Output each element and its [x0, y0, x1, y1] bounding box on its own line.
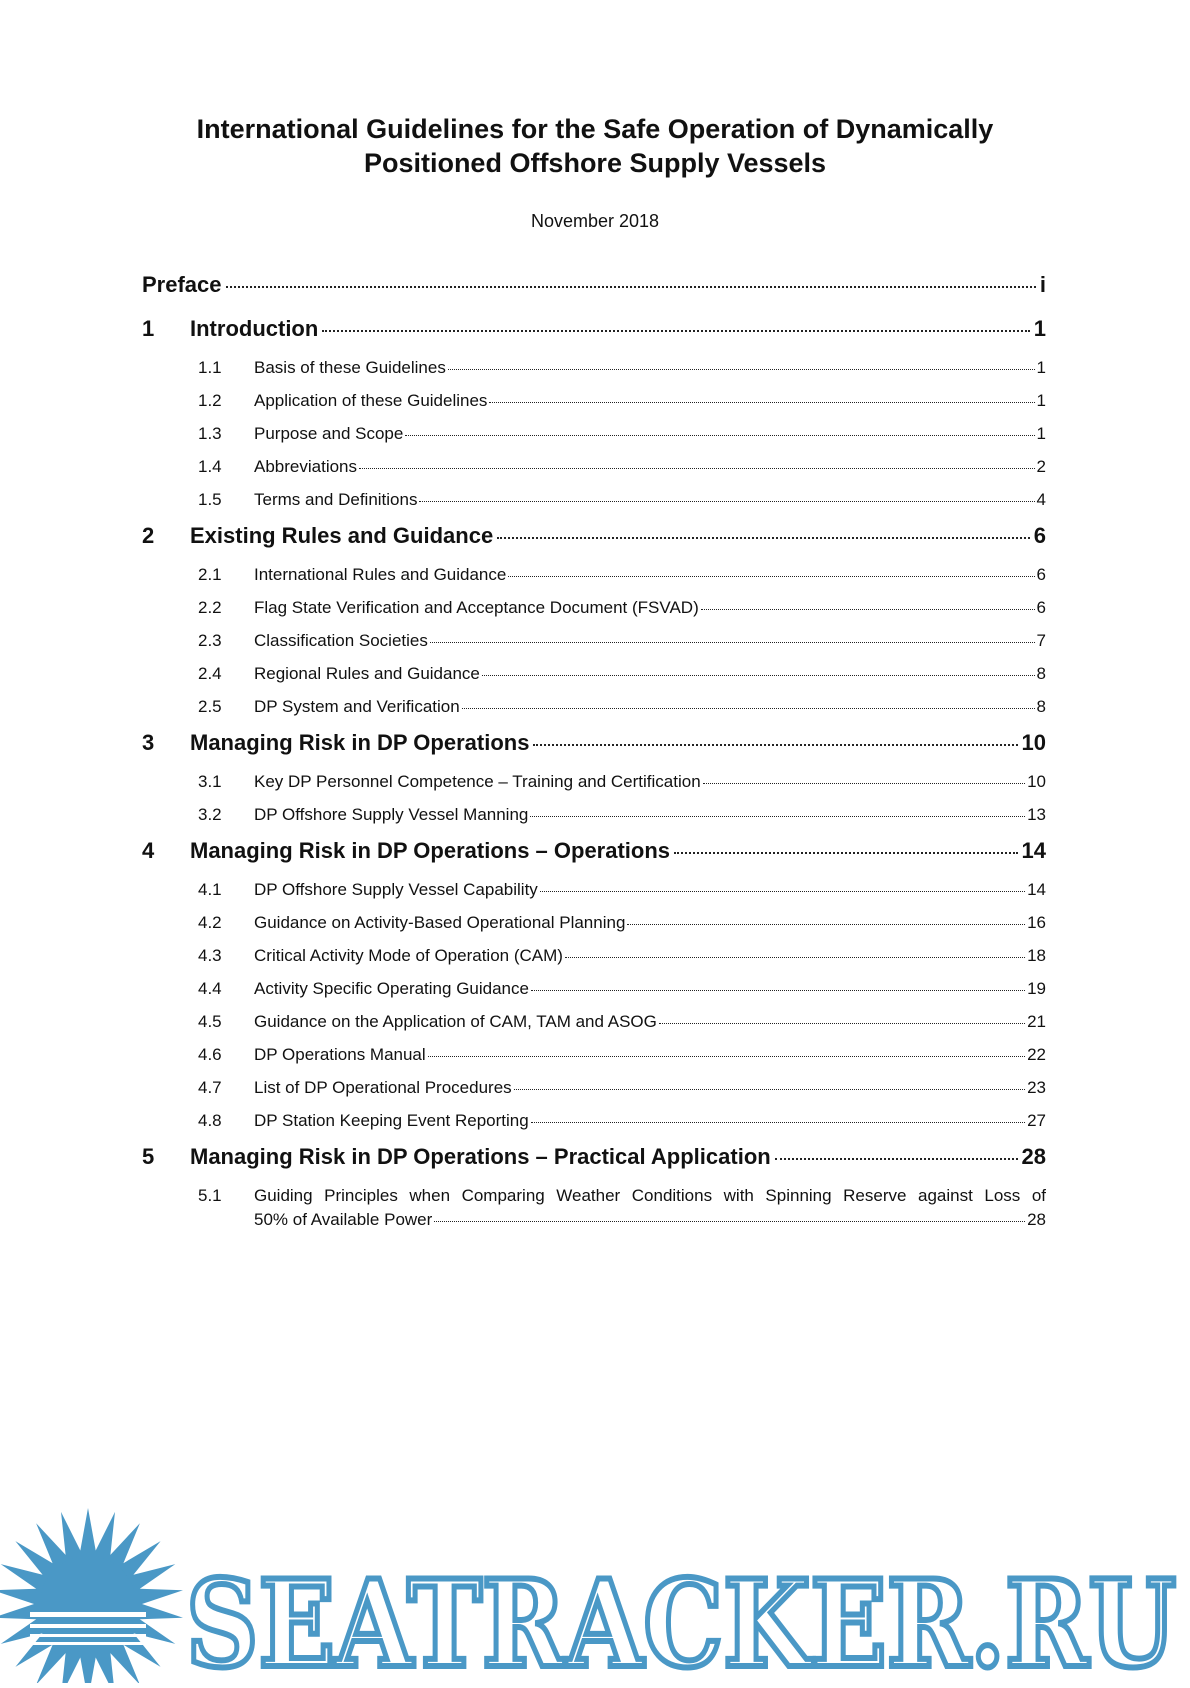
toc-section[interactable] — [142, 913, 1046, 946]
toc-section-number: 4.8 — [198, 1111, 222, 1130]
toc-preface-page: i — [1039, 272, 1046, 297]
toc-chapter-number: 2 — [142, 523, 155, 548]
toc-leader-dots — [497, 537, 1030, 539]
toc-leader-dots — [489, 402, 1034, 403]
toc-chapter-page: 14 — [1021, 838, 1046, 863]
toc-section-label: List of DP Operational Procedures — [254, 1078, 512, 1097]
toc-section-label: Classification Societies — [254, 631, 428, 650]
toc-section-label: International Rules and Guidance — [254, 565, 507, 584]
toc-leader-dots — [434, 1221, 1025, 1222]
toc-chapter[interactable] — [142, 838, 1046, 880]
watermark-logo — [0, 1500, 1190, 1683]
toc-section-page: 16 — [1027, 913, 1046, 932]
watermark-text: SEATRACKER.RU — [186, 1554, 1176, 1683]
toc-section-page: 6 — [1036, 565, 1046, 584]
toc-section-label: Application of these Guidelines — [254, 391, 488, 410]
toc-chapter[interactable] — [142, 1144, 1046, 1186]
toc-section[interactable] — [142, 391, 1046, 424]
toc-section-page: 21 — [1027, 1012, 1046, 1031]
toc-section-page: 8 — [1036, 697, 1046, 716]
toc-leader-dots — [703, 783, 1025, 784]
watermark-svg — [0, 1500, 1190, 1683]
toc-leader-dots — [448, 369, 1035, 370]
toc-leader-dots — [531, 990, 1025, 991]
toc-section-label: Terms and Definitions — [254, 490, 418, 509]
toc-section[interactable] — [142, 631, 1046, 664]
toc-section-label: Guidance on the Application of CAM, TAM and ASOG — [254, 1012, 657, 1031]
toc-section[interactable] — [142, 1186, 1046, 1230]
toc-section-number: 3.2 — [198, 805, 222, 824]
toc-section-number: 1.5 — [198, 490, 222, 509]
toc-chapter-page: 28 — [1021, 1144, 1046, 1169]
toc-section-number: 4.6 — [198, 1045, 222, 1064]
toc-leader-dots — [508, 576, 1034, 577]
toc-section-number: 3.1 — [198, 772, 222, 791]
toc-section-number: 1.4 — [198, 457, 222, 476]
toc-leader-dots — [674, 852, 1017, 854]
toc-section-page: 6 — [1036, 598, 1046, 617]
sun-icon — [0, 1508, 183, 1683]
toc-chapter-label: Existing Rules and Guidance — [190, 523, 494, 548]
toc-section-label: Critical Activity Mode of Operation (CAM) — [254, 946, 563, 965]
toc-leader-dots — [565, 957, 1025, 958]
toc-leader-dots — [530, 816, 1025, 817]
toc-chapter-label: Managing Risk in DP Operations – Operations — [190, 838, 671, 863]
toc-preface-label: Preface — [142, 272, 222, 297]
toc-section-label: Flag State Verification and Acceptance Document (FSVAD) — [254, 598, 699, 617]
toc-leader-dots — [659, 1023, 1025, 1024]
toc-section[interactable] — [142, 805, 1046, 838]
title-line-1: International Guidelines for the Safe Operation of Dynamically — [196, 114, 994, 144]
toc-chapter-page: 10 — [1021, 730, 1046, 755]
toc-chapter-number: 3 — [142, 730, 155, 755]
toc-section-label: DP Offshore Supply Vessel Manning — [254, 805, 529, 824]
toc-section[interactable] — [142, 565, 1046, 598]
toc-section-page: 10 — [1027, 772, 1046, 791]
toc-section-page: 23 — [1027, 1078, 1046, 1097]
toc-section[interactable] — [142, 1111, 1046, 1144]
toc-chapter-label: Introduction — [190, 316, 319, 341]
toc-leader-dots — [531, 1122, 1025, 1123]
toc-leader-dots — [701, 609, 1035, 610]
toc-section-page: 13 — [1027, 805, 1046, 824]
toc-section-number: 4.5 — [198, 1012, 222, 1031]
toc-section-page: 7 — [1036, 631, 1046, 650]
toc-section[interactable] — [142, 1078, 1046, 1111]
toc-section-number: 5.1 — [198, 1186, 222, 1205]
toc-chapter-page: 6 — [1033, 523, 1046, 548]
toc-section[interactable] — [142, 358, 1046, 391]
toc-leader-dots — [514, 1089, 1025, 1090]
toc-section[interactable] — [142, 490, 1046, 523]
toc-section-number: 2.4 — [198, 664, 222, 683]
toc-section-page: 8 — [1036, 664, 1046, 683]
toc-section-number: 1.3 — [198, 424, 222, 443]
toc-section-label: Activity Specific Operating Guidance — [254, 979, 529, 998]
toc-section-number: 2.1 — [198, 565, 222, 584]
toc-section[interactable] — [142, 664, 1046, 697]
toc-section-page: 1 — [1036, 424, 1046, 443]
toc-section-label: Guidance on Activity-Based Operational Planning — [254, 913, 626, 932]
toc-section-label-line-1: Guiding Principles when Comparing Weather Conditions with Spinning Reserve against Loss of — [254, 1186, 1046, 1205]
toc-section[interactable] — [142, 1045, 1046, 1078]
toc-leader-dots — [430, 642, 1035, 643]
toc-chapter-label: Managing Risk in DP Operations – Practical Application — [190, 1144, 771, 1169]
toc-section-number: 4.4 — [198, 979, 222, 998]
toc-section-number: 4.7 — [198, 1078, 222, 1097]
toc-section-number: 1.2 — [198, 391, 222, 410]
toc-chapter-number: 5 — [142, 1144, 155, 1169]
toc-leader-dots — [775, 1158, 1018, 1160]
toc-section-page: 28 — [1027, 1210, 1046, 1229]
document-title — [0, 112, 1190, 180]
toc-section-page: 27 — [1027, 1111, 1046, 1130]
toc-section-label: DP Station Keeping Event Reporting — [254, 1111, 529, 1130]
toc-section-number: 1.1 — [198, 358, 222, 377]
toc-leader-dots — [322, 330, 1029, 332]
toc-chapter-label: Managing Risk in DP Operations — [190, 730, 530, 755]
toc-section-number: 2.2 — [198, 598, 222, 617]
title-line-2: Positioned Offshore Supply Vessels — [363, 148, 827, 178]
toc-section-line-2 — [254, 1210, 1046, 1230]
toc-section-label: Purpose and Scope — [254, 424, 404, 443]
toc-section[interactable] — [142, 598, 1046, 631]
toc-leader-dots — [419, 501, 1034, 502]
watermark-text-group — [186, 1554, 1176, 1683]
toc-leader-dots — [405, 435, 1034, 436]
toc-section-label: Basis of these Guidelines — [254, 358, 446, 377]
toc-section-page: 1 — [1036, 391, 1046, 410]
toc-section[interactable] — [142, 979, 1046, 1012]
toc-chapter-number: 4 — [142, 838, 155, 863]
toc-section-page: 1 — [1036, 358, 1046, 377]
toc-section-text — [254, 1186, 1046, 1230]
toc-section[interactable] — [142, 772, 1046, 805]
toc-section-label: Key DP Personnel Competence – Training and Certification — [254, 772, 701, 791]
toc-section[interactable] — [142, 946, 1046, 979]
toc-section[interactable] — [142, 1012, 1046, 1045]
toc-section-page: 2 — [1036, 457, 1046, 476]
toc-leader-dots — [533, 744, 1017, 746]
toc-section-label-line-2: 50% of Available Power — [254, 1210, 433, 1229]
toc-leader-dots — [540, 891, 1025, 892]
toc-section-page: 22 — [1027, 1045, 1046, 1064]
toc-section-page: 18 — [1027, 946, 1046, 965]
toc-section-number: 2.5 — [198, 697, 222, 716]
toc-section-label: DP Offshore Supply Vessel Capability — [254, 880, 538, 899]
toc-section-label: Regional Rules and Guidance — [254, 664, 480, 683]
toc-section-label: DP Operations Manual — [254, 1045, 426, 1064]
toc-section[interactable] — [142, 697, 1046, 730]
toc-chapter[interactable] — [142, 316, 1046, 358]
toc-leader-dots — [462, 708, 1035, 709]
toc-section[interactable] — [142, 424, 1046, 457]
toc-section-number: 2.3 — [198, 631, 222, 650]
toc-section-page: 19 — [1027, 979, 1046, 998]
toc-leader-dots — [482, 675, 1035, 676]
toc-chapter[interactable] — [142, 730, 1046, 772]
toc-leader-dots — [428, 1056, 1025, 1057]
toc-section[interactable] — [142, 880, 1046, 913]
toc-chapter-number: 1 — [142, 316, 155, 341]
toc-section-number: 4.3 — [198, 946, 222, 965]
toc-chapter-page: 1 — [1033, 316, 1046, 341]
toc-leader-dots — [627, 924, 1025, 925]
toc-leader-dots — [359, 468, 1035, 469]
toc-section-number: 4.2 — [198, 913, 222, 932]
document-date: November 2018 — [530, 211, 660, 231]
toc-section-page: 4 — [1036, 490, 1046, 509]
toc-section[interactable] — [142, 457, 1046, 490]
toc-preface[interactable] — [142, 272, 1046, 316]
table-of-contents — [142, 272, 1046, 1230]
toc-section-page: 14 — [1027, 880, 1046, 899]
toc-section-label: DP System and Verification — [254, 697, 460, 716]
toc-section-label: Abbreviations — [254, 457, 358, 476]
toc-chapter[interactable] — [142, 523, 1046, 565]
toc-leader-dots — [226, 286, 1036, 288]
toc-section-number: 4.1 — [198, 880, 222, 899]
